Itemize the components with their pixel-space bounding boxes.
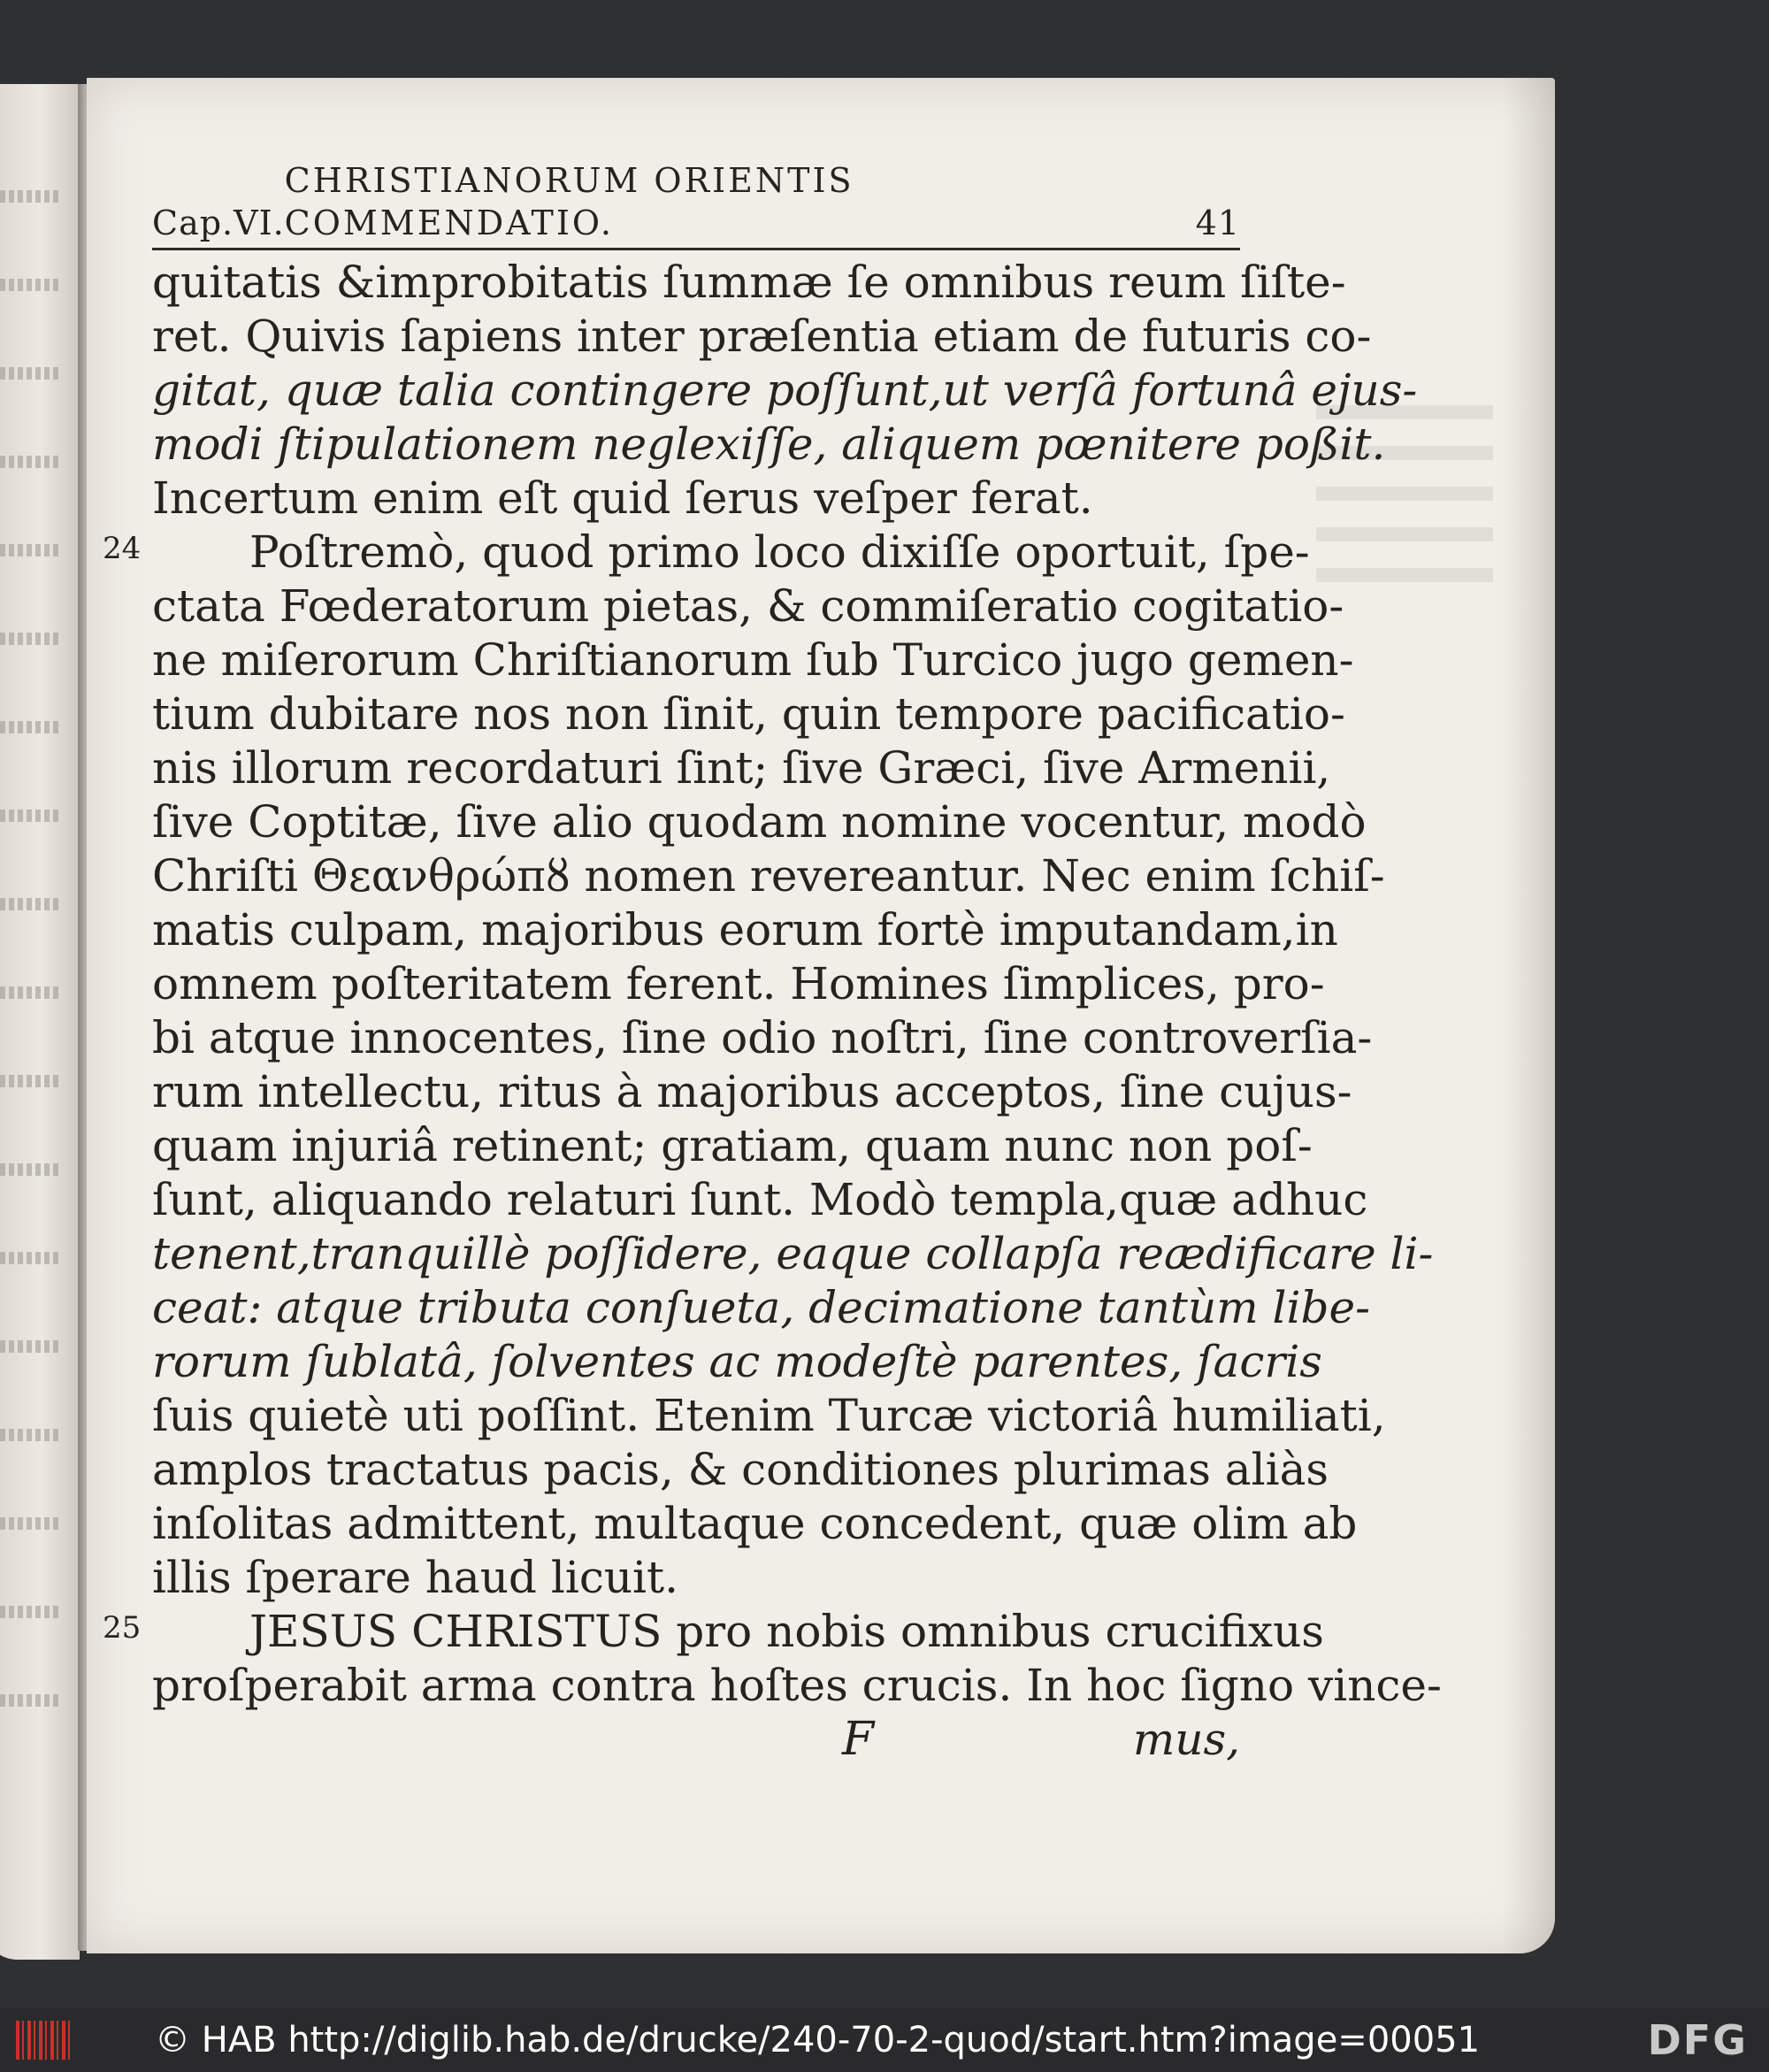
signature-mark: F xyxy=(842,1713,875,1766)
page-number: 41 xyxy=(1195,203,1240,242)
chapter-label: Cap.VI. xyxy=(152,203,285,242)
text-line: ſunt, aliquando relaturi ſunt. Modò templa,quæ adhuc xyxy=(152,1174,1368,1225)
text-line: Poſtremò, quod primo loco dixiſſe oportuit, ſpe- xyxy=(249,526,1310,578)
page-text xyxy=(103,159,1442,1767)
text-line: quitatis &improbitatis ſummæ ſe omnibus reum ſiſte- xyxy=(152,257,1346,308)
text-line: Chriſti Θεανθρώπȣ nomen revereantur. Nec enim ſchiſ- xyxy=(152,850,1385,902)
text-line: gitat, quæ talia contingere poſſunt,ut verſâ fortunâ ejus- xyxy=(152,365,1418,416)
text-line: inſolitas admittent, multaque concedent, quæ olim ab xyxy=(152,1498,1358,1549)
paragraph-number: 25 xyxy=(103,1610,142,1646)
text-line: ret. Quivis ſapiens inter præſentia etiam de futuris co- xyxy=(152,311,1372,362)
text-line: matis culpam, majoribus eorum fortè imputandam,in xyxy=(152,904,1338,955)
text-line: illis ſperare haud licuit. xyxy=(152,1552,678,1603)
viewer-footer xyxy=(0,2008,1769,2072)
text-line: modi ſtipulationem neglexiſſe, aliquem pœnitere poßit. xyxy=(152,418,1386,470)
running-title: CHRISTIANORUM ORIENTIS COMMENDATIO. xyxy=(284,161,854,242)
catchword: mus, xyxy=(1132,1714,1240,1765)
text-line: quam injuriâ retinent; gratiam, quam nunc non poſ- xyxy=(152,1120,1313,1171)
dfg-logo: DFG xyxy=(1647,2016,1748,2064)
text-line: tenent,tranquillè poſſidere, eaque collapſa reædificare li- xyxy=(152,1228,1434,1279)
paragraph-2 xyxy=(103,526,1434,1605)
paragraph-number: 24 xyxy=(103,531,142,566)
text-line: amplos tractatus pacis, & conditiones plurimas aliàs xyxy=(152,1444,1329,1495)
text-line: ſive Coptitæ, ſive alio quodam nomine vocentur, modò xyxy=(152,796,1367,848)
text-line: nis illorum recordaturi ſint; ſive Græci, ſive Armenii, xyxy=(152,742,1331,794)
paragraph-1 xyxy=(152,256,1418,526)
text-line: rum intellectu, ritus à majoribus acceptos, ſine cujus- xyxy=(152,1066,1352,1117)
copyright-url[interactable]: © HAB http://diglib.hab.de/drucke/240-70-2-quod/start.htm?image=00051 xyxy=(155,2020,1481,2060)
page-foot xyxy=(152,1713,1240,1767)
text-line: proſperabit arma contra hoſtes crucis. In hoc ſigno vince- xyxy=(152,1660,1442,1711)
paragraph-3 xyxy=(103,1605,1442,1767)
text-line: bi atque innocentes, ſine odio noſtri, ſine controverſia- xyxy=(152,1012,1373,1063)
text-line: omnem poſteritatem ferent. Homines ſimplices, pro- xyxy=(152,958,1325,1009)
text-line: JESUS CHRISTUS pro nobis omnibus crucifixus xyxy=(249,1606,1324,1657)
text-line: Incertum enim eſt quid ſerus veſper ferat. xyxy=(152,472,1093,524)
text-line: rorum ſublatâ, ſolventes ac modeſtè parentes, ſacris xyxy=(152,1336,1322,1387)
text-line: ceat: atque tributa conſueta, decimatione tantùm libe- xyxy=(152,1282,1370,1333)
text-line: ſuis quietè uti poſſint. Etenim Turcæ victoriâ humiliati, xyxy=(152,1390,1386,1441)
left-neighbouring-page xyxy=(0,84,80,1960)
text-line: tium dubitare nos non ſinit, quin tempore pacificatio- xyxy=(152,688,1345,740)
text-line: ctata Fœderatorum pietas, & commiſeratio cogitatio- xyxy=(152,580,1344,632)
text-line: ne miſerorum Chriſtianorum ſub Turcico jugo gemen- xyxy=(152,634,1354,686)
barcode-icon xyxy=(16,2021,73,2060)
running-header xyxy=(152,159,1240,250)
